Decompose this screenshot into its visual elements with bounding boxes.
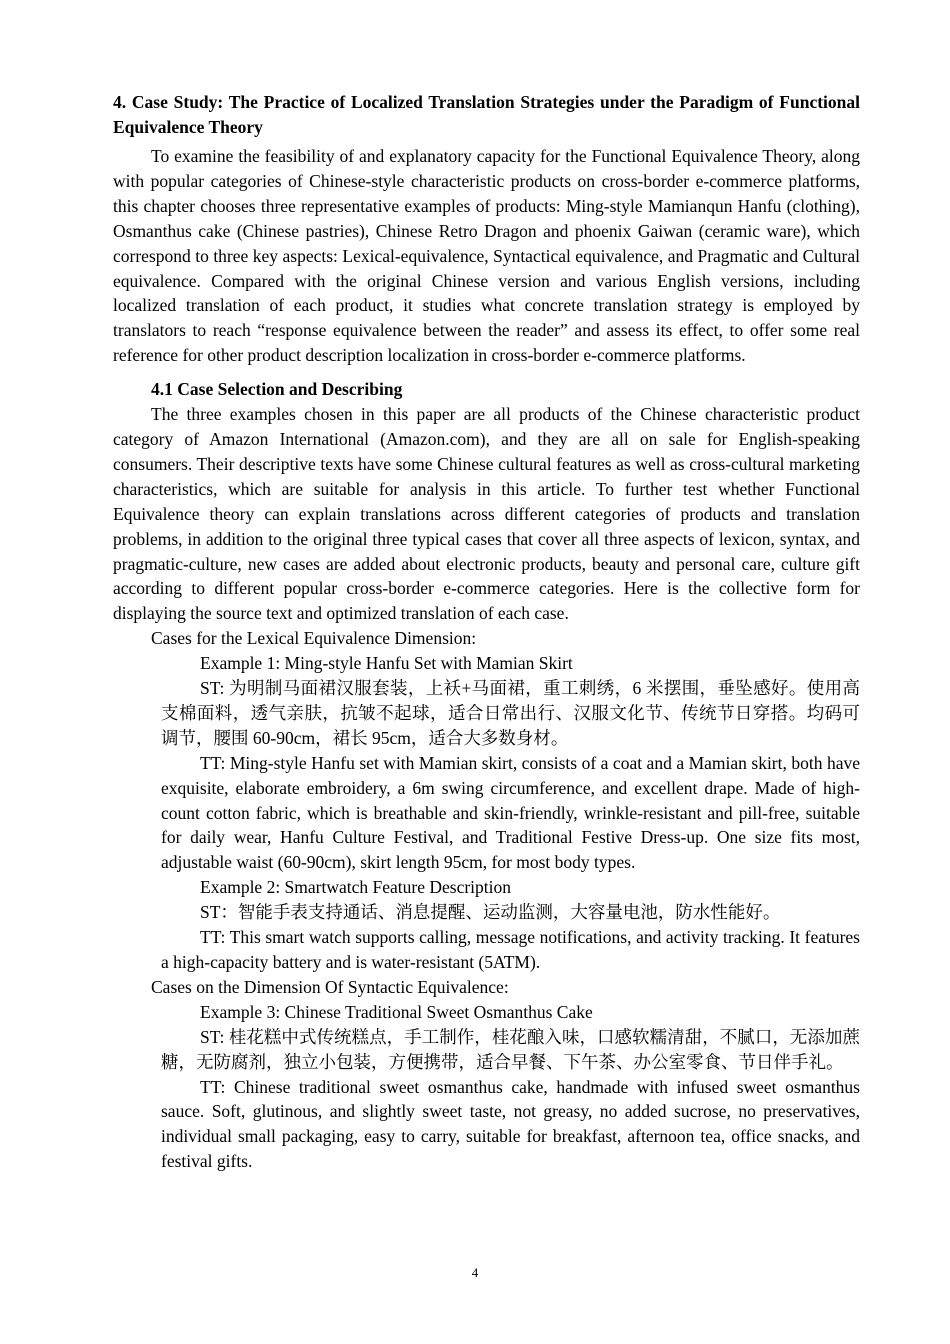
example-2-target-text: TT: This smart watch supports calling, message notifications, and activity tracking. It features a high-capacity battery and is water-resistant (5ATM). bbox=[161, 927, 860, 972]
example-3-source-text: ST: 桂花糕中式传统糕点，手工制作，桂花酿入味，口感软糯清甜，不腻口，无添加蔗糖，无防腐剂，独立小包装，方便携带，适合早餐、下午茶、办公室零食、节日伴手礼。 bbox=[161, 1026, 860, 1072]
syntactic-dimension-label: Cases on the Dimension Of Syntactic Equivalence: bbox=[151, 976, 509, 997]
example-1-title: Example 1: Ming-style Hanfu Set with Mamian Skirt bbox=[200, 653, 573, 674]
page-number: 4 bbox=[471, 1265, 479, 1280]
example-1-target-text: TT: Ming-style Hanfu set with Mamian skirt, consists of a coat and a Mamian skirt, both have exquisite, elaborate embroidery, a 6m swing circumference, and excellent drape. Made of high-count cotton fabric, which is breathable and skin-friendly, wrinkle-resistant and pill-free, suitable for daily wear, Hanfu Culture Festival, and Traditional Festive Dress-up. One size fits most, adjustable waist (60-90cm), skirt length 95cm, for most body types. bbox=[161, 752, 860, 873]
example-3-target-text: TT: Chinese traditional sweet osmanthus cake, handmade with infused sweet osmanthus sauce. Soft, glutinous, and slightly sweet taste, not greasy, no added sucrose, no preservatives, individual small packaging, easy to carry, suitable for breakfast, afternoon tea, office snacks, and festival gifts. bbox=[161, 1076, 860, 1172]
subsection-heading: 4.1 Case Selection and Describing bbox=[151, 379, 403, 400]
example-1-source-text: ST: 为明制马面裙汉服套装，上袄+马面裙，重工刺绣，6 米摆围，垂坠感好。使用高支棉面料，透气亲肤，抗皱不起球，适合日常出行、汉服文化节、传统节日穿搭。均码可调节，腰围 60-90cm，裙长 95cm，适合大多数身材。 bbox=[161, 678, 860, 748]
subsection-intro-paragraph: The three examples chosen in this paper are all products of the Chinese characteristic product category of Amazon International (Amazon.com), and they are all on sale for English-speaking consumers. Their descriptive texts have some Chinese cultural features as well as cross-cultural marketing characteristics, which are suitable for analysis in this article. To further test whether Functional Equivalence theory can explain translations across different categories of products and translation problems, in addition to the original three typical cases that cover all three aspects of lexicon, syntax, and pragmatic-culture, new cases are added about electronic products, beauty and personal care, culture gift according to different popular cross-border e-commerce categories. Here is the collective form for displaying the source text and optimized translation of each case. bbox=[113, 404, 860, 624]
example-3-title: Example 3: Chinese Traditional Sweet Osmanthus Cake bbox=[200, 1001, 593, 1022]
document-page bbox=[113, 90, 860, 1174]
section-intro-paragraph: To examine the feasibility of and explanatory capacity for the Functional Equivalence Theory, along with popular categories of Chinese-style characteristic products on cross-border e-commerce platforms, this chapter chooses three representative examples of products: Ming-style Mamianqun Hanfu (clothing), Osmanthus cake (Chinese pastries), Chinese Retro Dragon and phoenix Gaiwan (ceramic ware), which correspond to three key aspects: Lexical-equivalence, Syntactical equivalence, and Pragmatic and Cultural equivalence. Compared with the original Chinese version and various English versions, including localized translation of each product, it studies what concrete translation strategy is employed by translators to reach “response equivalence between the reader” and assess its effect, to offer some real reference for other product description localization in cross-border e-commerce platforms. bbox=[113, 146, 860, 366]
example-2-title: Example 2: Smartwatch Feature Description bbox=[200, 877, 512, 898]
section-heading: 4. Case Study: The Practice of Localized Translation Strategies under the Paradigm of Functional Equivalence Theory bbox=[113, 92, 860, 137]
lexical-dimension-label: Cases for the Lexical Equivalence Dimension: bbox=[151, 628, 477, 649]
example-2-source-text: ST：智能手表支持通话、消息提醒、运动监测，大容量电池，防水性能好。 bbox=[200, 902, 781, 923]
